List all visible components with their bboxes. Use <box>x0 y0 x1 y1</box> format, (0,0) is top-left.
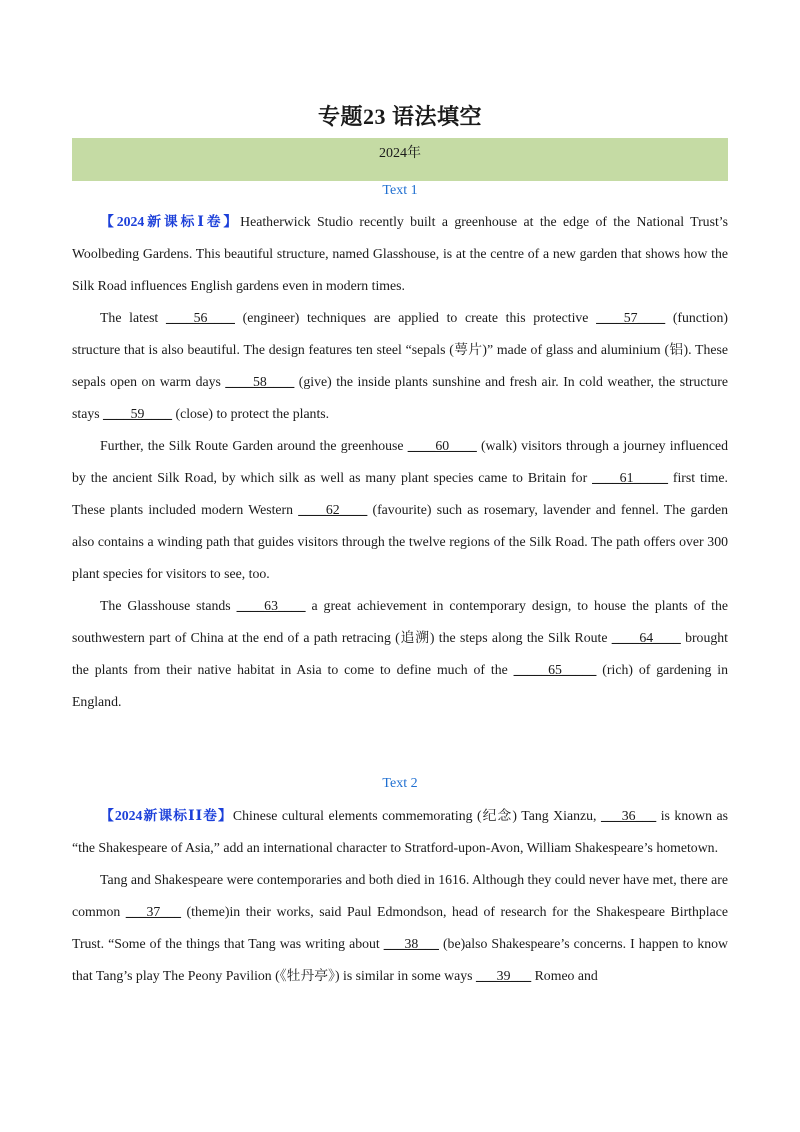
blank-62[interactable]: ____62____ <box>298 502 368 517</box>
exam-source-tag: 【2024新课标Ⅰ卷】 <box>100 214 241 229</box>
blank-38[interactable]: ___38___ <box>383 936 439 951</box>
text1-body <box>72 206 728 718</box>
blank-57[interactable]: ____57____ <box>596 310 666 325</box>
text1-paragraph-2: The latest ____56____ (engineer) techniques are applied to create this protective ____57____ (function) structure that is also beautiful. The design features ten steel “sepals (萼片)” made of glass and aluminium (铝). These sepals open on warm days ____58____ (give) the inside plants sunshine and fresh air. In cold weather, the structure stays ____59____ (close) to protect the plants. <box>72 310 728 421</box>
text1-heading: Text 1 <box>382 183 418 198</box>
text1-paragraph-4: The Glasshouse stands ____63____ a great achievement in contemporary design, to house the plants of the southwestern part of China at the end of a path retracing (追溯) the steps along the Silk Route ____64____ brought the plants from their native habitat in Asia to come to define much of the _____65_____ (rich) of gardening in England. <box>72 598 729 709</box>
exam-source-tag: 【2024新课标ⅠⅠ卷】 <box>100 808 233 823</box>
text2-paragraph-2: Tang and Shakespeare were contemporaries and both died in 1616. Although they could never have met, there are common ___37___ (theme)in their works, said Paul Edmondson, head of research for the Shakespeare Birthplace Trust. “Some of the things that Tang was writing about ___38___ (be)also Shakespeare’s concerns. I happen to know that Tang’s play The Peony Pavilion (《牡丹亭》) is similar in some ways ___39___ Romeo and <box>72 872 728 983</box>
blank-56[interactable]: ____56____ <box>165 310 235 325</box>
blank-65[interactable]: _____65_____ <box>513 662 597 677</box>
blank-39[interactable]: ___39___ <box>475 968 532 983</box>
year-band <box>72 138 728 181</box>
blank-61[interactable]: ____61_____ <box>592 470 668 485</box>
blank-59[interactable]: ____59____ <box>103 406 173 421</box>
blank-60[interactable]: ____60____ <box>407 438 477 453</box>
blank-58[interactable]: ____58____ <box>225 374 295 389</box>
year-label: 2024年 <box>379 146 421 161</box>
page-title: 专题23 语法填空 <box>317 104 482 129</box>
blank-36[interactable]: ___36___ <box>601 808 657 823</box>
blank-37[interactable]: ___37___ <box>125 904 182 919</box>
text2-body <box>72 800 728 992</box>
blank-63[interactable]: ____63____ <box>236 598 306 613</box>
text2-heading: Text 2 <box>382 776 418 791</box>
text1-paragraph-1: 【2024新课标Ⅰ卷】Heatherwick Studio recently built a greenhouse at the edge of the National Trust’s Woolbeding Gardens. This beautiful structure, named Glasshouse, is at the centre of a new garden that shows how the Silk Road influences English gardens even in modern times. <box>72 214 728 293</box>
blank-64[interactable]: ____64____ <box>611 630 681 645</box>
text2-paragraph-1: 【2024新课标ⅠⅠ卷】Chinese cultural elements commemorating (纪念) Tang Xianzu, ___36___ is known as “the Shakespeare of Asia,” add an international character to Stratford-upon-Avon, William Shakespeare’s hometown. <box>72 808 728 855</box>
text1-paragraph-3: Further, the Silk Route Garden around the greenhouse ____60____ (walk) visitors through a journey influenced by the ancient Silk Road, by which silk as well as many plant species came to Britain for ____61_____ first time. These plants included modern Western ____62____ (favourite) such as rosemary, lavender and fennel. The garden also contains a winding path that guides visitors through the twelve regions of the Silk Road. The path offers over 300 plant species for visitors to see, too. <box>72 438 728 581</box>
